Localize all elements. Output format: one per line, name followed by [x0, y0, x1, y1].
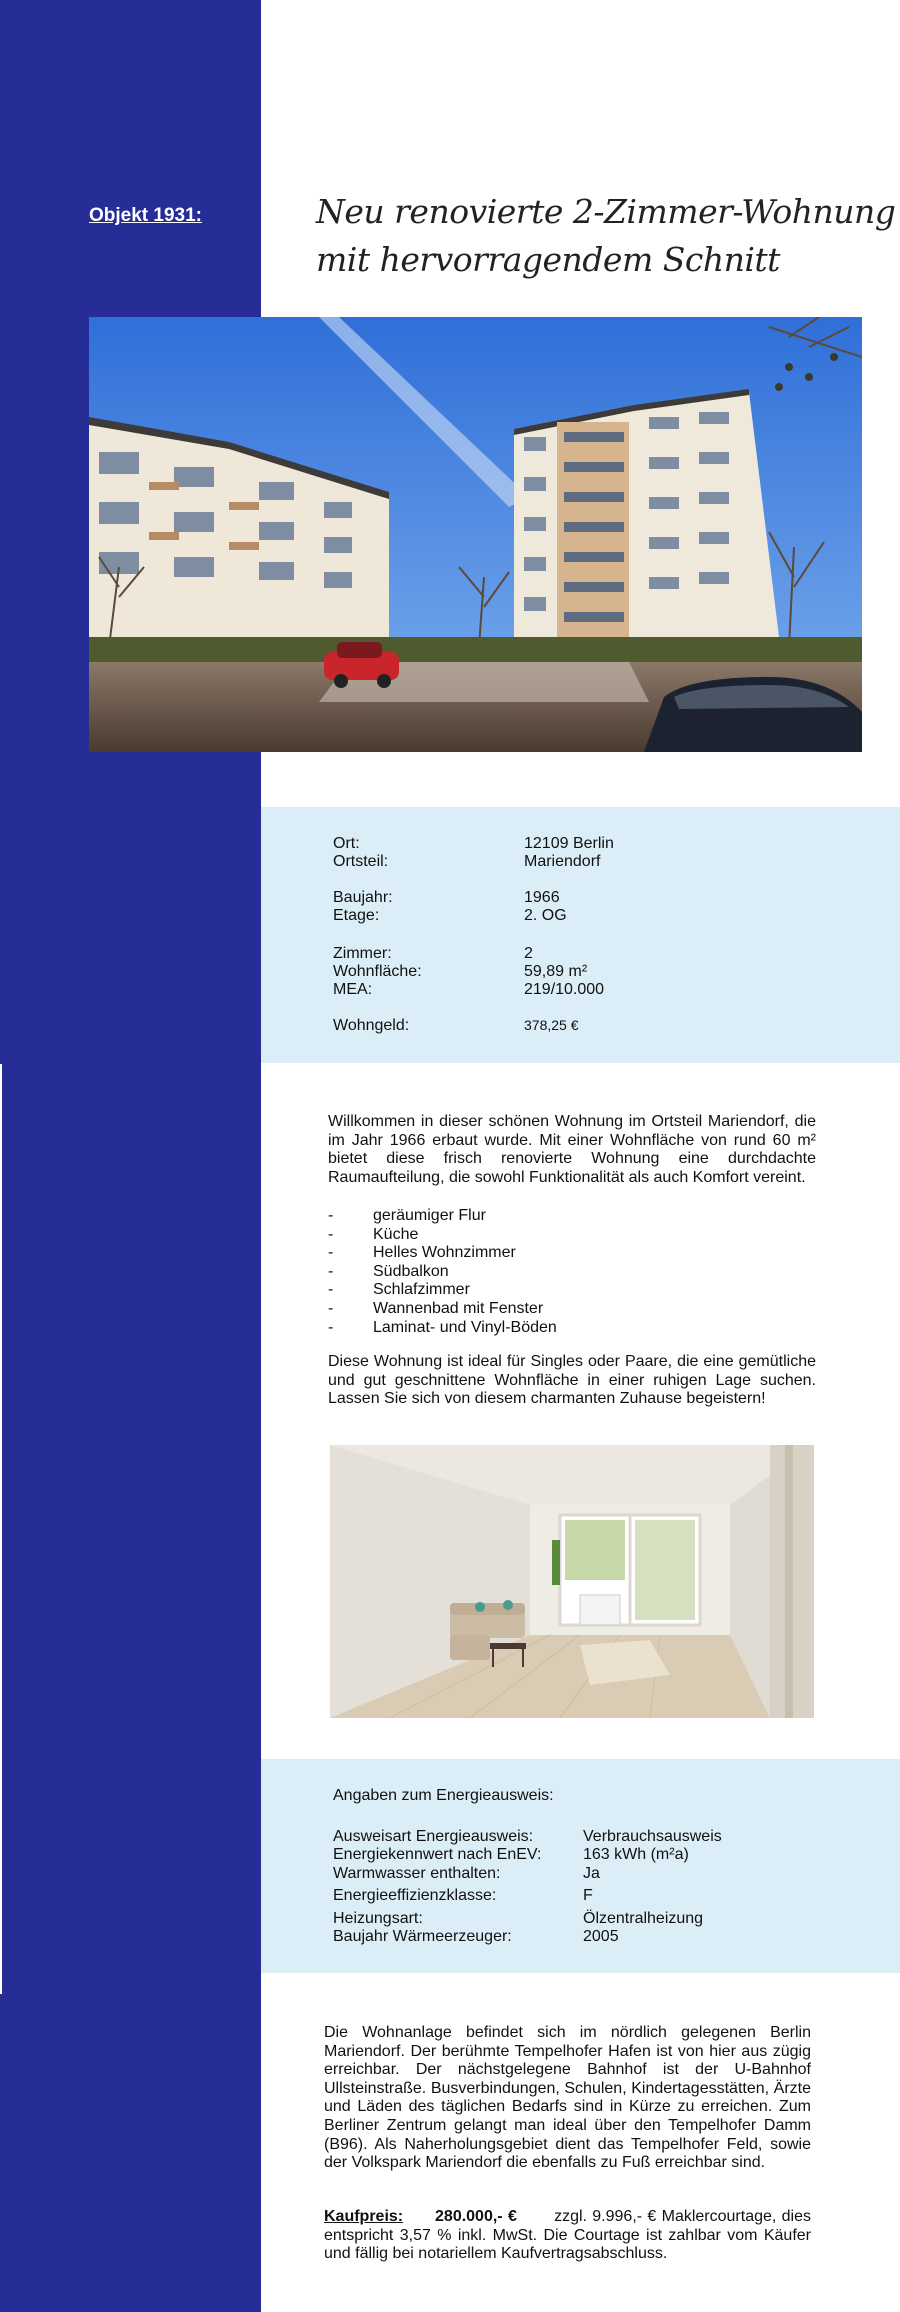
ort-label: Ort: [333, 835, 360, 852]
intro-paragraph: Willkommen in dieser schönen Wohnung im Ortsteil Mariendorf, die im Jahr 1966 erbaut wurde. Mit einer Wohnfläche von rund 60 m² bietet diese frisch renovierte Wohnung eine durchdachte Raumaufteilung, die sowohl Funktionalität als auch Komfort vereint. [328, 1113, 816, 1186]
heizungsart-label: Heizungsart: [333, 1910, 423, 1927]
warmwasser-value: Ja [583, 1865, 600, 1882]
ausweisart-value: Verbrauchsausweis [583, 1828, 722, 1845]
location-paragraph: Die Wohnanlage befindet sich im nördlich gelegenen Berlin Mariendorf. Der berühmte Tempelhofer Hafen ist von hier aus zügig erreichbar. Der nächstgelegene Bahnhof ist der U-Bahnhof Ullsteinstraße. Busverbindungen, Schulen, Kindertagesstätten, Ärzte und Läden des täglichen Bedarfs sind in Kürze zu erreichen. Zum Berliner Zentrum gelangt man ideal über den Tempelhofer Damm (B96). Als Naherholungsgebiet dient das Tempelhofer Feld, sowie der Volkspark Mariendorf die ebenfalls zu Fuß erreichbar sind. [324, 2024, 811, 2172]
mea-value: 219/10.000 [524, 981, 605, 998]
price-paragraph [324, 2208, 811, 2264]
living-room-photo [330, 1445, 814, 1718]
mea-label: MEA: [333, 981, 373, 998]
ausweisart-label: Ausweisart Energieausweis: [333, 1828, 534, 1845]
zimmer-label: Zimmer: [333, 945, 392, 962]
etage-label: Etage: [333, 907, 380, 924]
wohngeld-value: 378,25 € [524, 1017, 579, 1033]
title-line-1: Neu renovierte 2-Zimmer-Wohnung [316, 192, 896, 231]
building-exterior-photo [89, 317, 862, 752]
etage-value: 2. OG [524, 907, 567, 924]
price-value: 280.000,- € [435, 2208, 517, 2225]
title-line-2: mit hervorragendem Schnitt [316, 240, 780, 279]
wohngeld-label: Wohngeld: [333, 1017, 410, 1034]
klasse-label: Energieeffizienzklasse: [333, 1887, 497, 1904]
ortsteil-value: Mariendorf [524, 853, 601, 870]
warmwasser-label: Warmwasser enthalten: [333, 1865, 501, 1882]
wohnflaeche-label: Wohnfläche: [333, 963, 422, 980]
heizungsart-value: Ölzentralheizung [583, 1910, 704, 1927]
ort-value: 12109 Berlin [524, 835, 614, 852]
energy-heading: Angaben zum Energieausweis: [333, 1787, 554, 1804]
zimmer-value: 2 [524, 945, 533, 962]
energy-certificate-box [261, 1759, 900, 1973]
baujahr-value: 1966 [524, 889, 560, 906]
klasse-value: F [583, 1887, 593, 1904]
sidebar-divider [0, 1064, 2, 1994]
ortsteil-label: Ortsteil: [333, 853, 389, 870]
property-details-box [261, 807, 900, 1063]
baujahr-waermeerzeuger-label: Baujahr Wärmeerzeuger: [333, 1928, 512, 1945]
price-label: Kaufpreis: [324, 2208, 404, 2225]
wohnflaeche-value: 59,89 m² [524, 963, 588, 980]
object-number-label: Objekt 1931: [89, 205, 202, 226]
page-title [316, 188, 895, 284]
kennwert-value: 163 kWh (m²a) [583, 1846, 689, 1863]
baujahr-label: Baujahr: [333, 889, 393, 906]
closing-paragraph: Diese Wohnung ist ideal für Singles oder Paare, die eine gemütliche und gut geschnittene Wohnfläche in einer ruhigen Lage suchen. Lassen Sie sich von diesem charmanten Zuhause begeistern! [328, 1353, 816, 1408]
kennwert-label: Energiekennwert nach EnEV: [333, 1846, 542, 1863]
price-text: zzgl. 9.996,- € Maklercourtage, dies entspricht 3,57 % inkl. MwSt. Die Courtage ist zahlbar vom Käufer und fällig bei notariellem Kaufvertragsabschluss. [324, 2208, 812, 2263]
baujahr-waermeerzeuger-value: 2005 [583, 1928, 619, 1945]
